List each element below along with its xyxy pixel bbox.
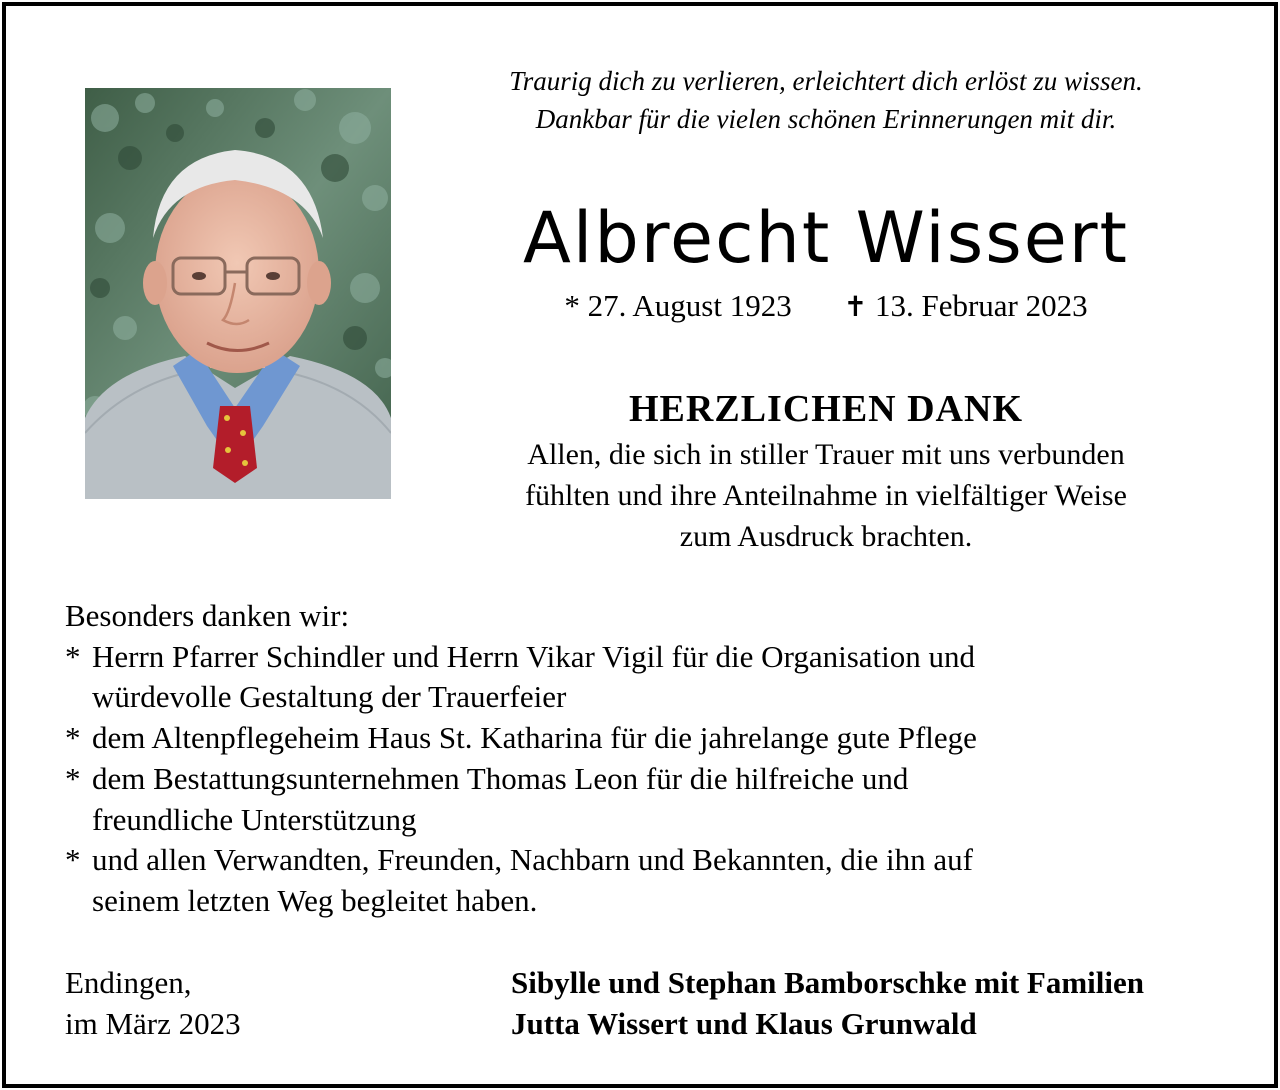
motto-line-2: Dankbar für die vielen schönen Erinnerungen mit dir. (535, 104, 1117, 134)
motto (416, 62, 1236, 138)
portrait-photo (85, 88, 391, 499)
signers (511, 962, 1144, 1044)
list-item-line: würdevolle Gestaltung der Trauerfeier (92, 679, 567, 715)
obituary-notice (2, 2, 1278, 1088)
thanks-text (426, 434, 1226, 557)
life-dates (416, 286, 1236, 327)
place-and-date (65, 962, 241, 1044)
list-item (65, 637, 1215, 718)
bullet-asterisk: * (65, 638, 81, 674)
special-thanks-intro: Besonders danken wir: (65, 598, 350, 633)
special-thanks (65, 596, 1215, 922)
list-item-line: dem Altenpflegeheim Haus St. Katharina für die jahrelange gute Pflege (92, 720, 977, 756)
list-item-line: freundliche Unterstützung (92, 801, 417, 837)
list-item-line: dem Bestattungsunternehmen Thomas Leon für die hilfreiche und (92, 760, 909, 796)
list-item (65, 718, 1215, 759)
date: im März 2023 (65, 1006, 241, 1041)
thanks-heading: HERZLICHEN DANK (629, 388, 1023, 430)
signer-line: Jutta Wissert und Klaus Grunwald (511, 1006, 977, 1041)
thanks-line: fühlten und ihre Anteilnahme in vielfältiger Weise (525, 479, 1127, 512)
motto-line-1: Traurig dich zu verlieren, erleichtert dich erlöst zu wissen. (509, 66, 1143, 96)
list-item-line: seinem letzten Weg begleitet haben. (92, 882, 538, 918)
birth-date: * 27. August 1923 (564, 288, 792, 323)
death-date: 13. Februar 2023 (874, 288, 1088, 323)
bullet-asterisk: * (65, 842, 81, 878)
bullet-asterisk: * (65, 720, 81, 756)
thanks-line: Allen, die sich in stiller Trauer mit uns verbunden (527, 438, 1125, 471)
list-item (65, 840, 1215, 921)
list-item (65, 759, 1215, 840)
list-item-line: und allen Verwandten, Freunden, Nachbarn und Bekannten, die ihn auf (92, 842, 973, 878)
portrait-photo-icon (85, 88, 391, 499)
cross-icon: ✝ (843, 290, 868, 323)
list-item-line: Herrn Pfarrer Schindler und Herrn Vikar Vigil für die Organisation und (92, 638, 976, 674)
place: Endingen, (65, 965, 192, 1000)
thanks-line: zum Ausdruck brachten. (679, 520, 973, 553)
deceased-name: Albrecht Wissert (523, 197, 1129, 279)
bullet-asterisk: * (65, 760, 81, 796)
signer-line: Sibylle und Stephan Bamborschke mit Familien (511, 965, 1145, 1000)
